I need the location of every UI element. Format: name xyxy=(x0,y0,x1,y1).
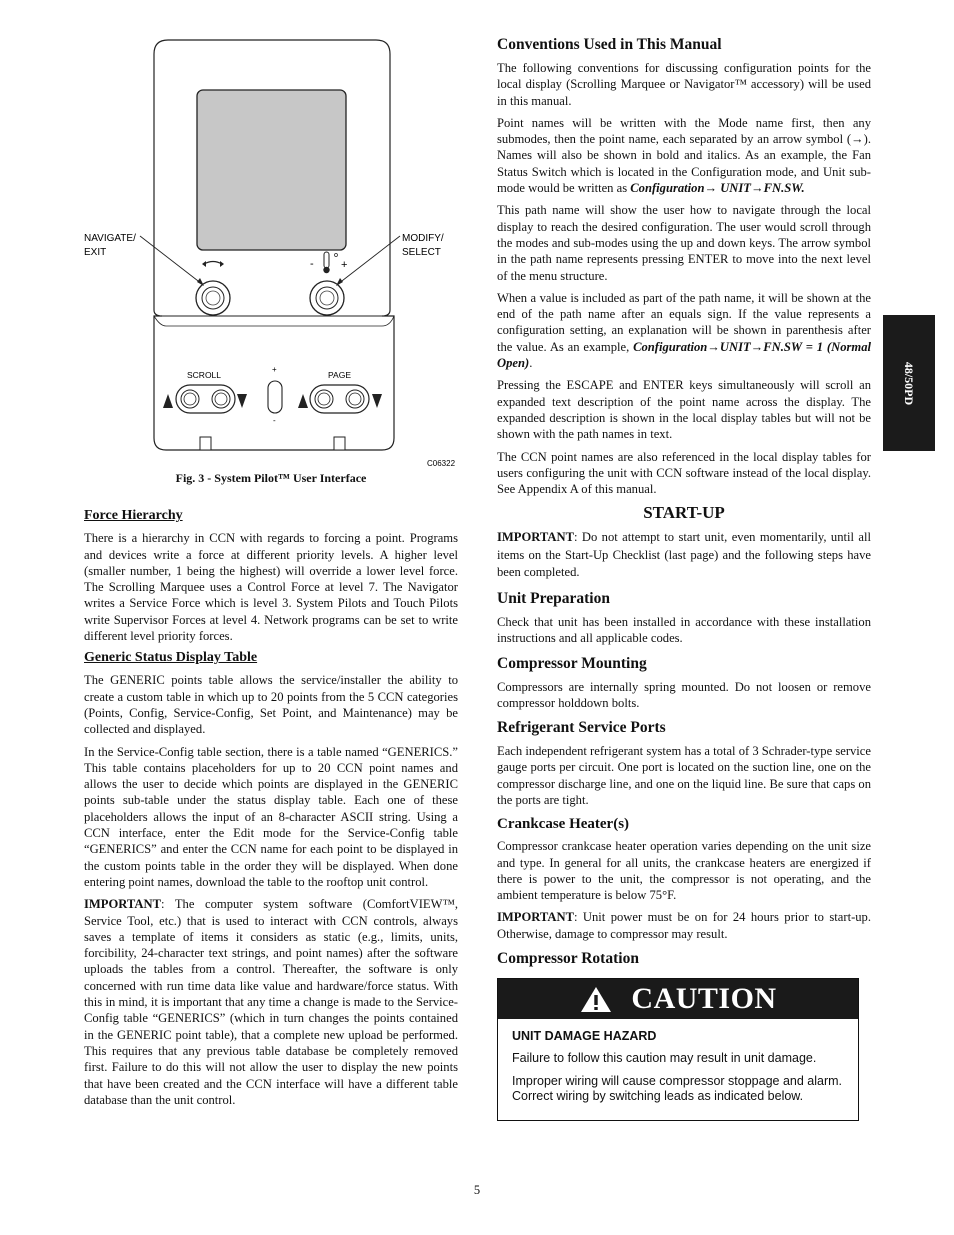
center-rocker[interactable] xyxy=(268,365,282,425)
conventions-4-text: When a value is included as part of the path name, it will be shown at the end of the path name after an equals sign. If the value represents a configuration setting, an explanation will be shown in parenthesis after the value. As an example, xyxy=(497,290,871,354)
heading-refrigerant-ports: Refrigerant Service Ports xyxy=(497,719,666,737)
page-down-arrow-icon xyxy=(372,394,382,408)
caution-paragraph-2: Improper wiring will cause compressor stoppage and alarm. Correct wiring by switching leads as indicated below. xyxy=(512,1073,843,1104)
knob-minus: - xyxy=(310,258,314,270)
caution-paragraph-1: Failure to follow this caution may result in unit damage. xyxy=(512,1051,817,1066)
caution-hazard: UNIT DAMAGE HAZARD xyxy=(512,1029,657,1044)
left-column xyxy=(84,30,458,1114)
paragraph-conventions-2 xyxy=(497,115,871,196)
paragraph-crankcase-2 xyxy=(497,909,871,942)
system-pilot-drawing xyxy=(84,30,458,468)
conventions-2-text: Point names will be written with the Mode name first, then any submodes, then the point name, each separated by an arrow symbol (→). Names will also be shown in bold and italics. As an example, the Fan Status Switch which is located in the Configuration mode, and Unit sub-mode would be written as xyxy=(497,115,871,196)
lcd-screen xyxy=(197,90,346,250)
heading-generic-status: Generic Status Display Table xyxy=(84,650,258,666)
page-up-arrow-icon xyxy=(298,394,308,408)
caution-title: CAUTION xyxy=(631,982,777,1016)
heading-force-hierarchy: Force Hierarchy xyxy=(84,508,183,524)
side-tab-label: 48/50PD xyxy=(902,361,917,405)
path-example-1: Configuration→ UNIT→FN.SW. xyxy=(630,181,805,196)
paragraph-generic-2: In the Service-Config table section, there is a table named “GENERICS.” This table contains placeholders for up to 20 CCN point names and allows the user to decide which points are displayed in the GENERIC points sub-table under the status display table. Each one of these placeholders allows the input of an 8-character ASCII string. Using a CCN interface, enter the Edit mode for the Service-Config table “GENERICS” and enter the CCN name for each point to be displayed in the custom points table in the order they will be displayed. When done entering point names, download the table to the rooftop unit control. xyxy=(84,744,458,889)
caution-body xyxy=(498,1019,858,1120)
rocker-plus: + xyxy=(272,365,277,374)
paragraph-force-hierarchy: There is a hierarchy in CCN with regards to forcing a point. Programs and devices write a force at different priority levels. A higher level (smaller number, 1 being the highest) will override a lower level force. The Scrolling Marquee uses a Control Force at level 7. The Navigator writes a Service Force which is level 3. System Pilots and Touch Pilots write Supervisor Forces at level 4. Network programs can be set to write different level priority forces. xyxy=(84,531,458,644)
caution-box xyxy=(497,978,859,1121)
paragraph-generic-1: The GENERIC points table allows the service/installer the ability to create a custom table in which up to 20 points from the 5 CCN categories (Points, Config, Service-Config, Set Point, and Maintenance) may be collected and displayed. xyxy=(84,673,458,737)
crankcase-important-text: : Unit power must be on for 24 hours prior to start-up. Otherwise, damage to compressor may result. xyxy=(497,910,871,941)
label-modify: MODIFY/ xyxy=(402,233,444,244)
scroll-label: SCROLL xyxy=(187,370,222,380)
paragraph-unit-preparation: Check that unit has been installed in accordance with these installation instructions and all applicable codes. xyxy=(497,614,871,646)
scroll-down-arrow-icon xyxy=(237,394,247,408)
paragraph-conventions-6: The CCN point names are also referenced in the local display tables for users configuring the unit with CCN software instead of the local display. See Appendix A of this manual. xyxy=(497,449,871,497)
right-column xyxy=(497,36,871,1121)
paragraph-conventions-4 xyxy=(497,290,871,371)
startup-important-label: IMPORTANT xyxy=(497,530,574,545)
important-text: : The computer system software (ComfortVIEW™, Service Tool, etc.) that is used to interact with CCN controls, always saves a template of items it considers as static (e.g., limits, units, forcibility, 24-character text strings, and point names) after the software uploads the tables from a control. Thereafter, the software is only concerned with run time data like value and hardware/force status. With this in mind, it is important that any time a change is made to the Service-Config table “GENERICS” (which in turn changes the points contained in the GENERIC point table), that a complete new upload be performed. This requires that any previous table database be completely removed first. Failure to do this will not allow the user to display the new points that have been created and the CCN interface will have a different table database than the unit control. xyxy=(84,897,458,1107)
paragraph-conventions-1: The following conventions for discussing configuration points for the local display (Scrolling Marquee or Navigator™ accessory) will be used in this manual. xyxy=(497,61,871,108)
paragraph-generic-3 xyxy=(84,896,458,1108)
heading-compressor-mounting: Compressor Mounting xyxy=(497,654,647,672)
knob-plus: + xyxy=(341,259,348,271)
rocker-minus: - xyxy=(273,416,276,425)
paragraph-conventions-5: Pressing the ESCAPE and ENTER keys simultaneously will scroll an expanded text description of the point name across the display. The expanded description is shown in the local display tables but will not be shown with the path names in text. xyxy=(497,378,871,442)
important-label: IMPORTANT xyxy=(84,897,161,912)
paragraph-conventions-3: This path name will show the user how to navigate through the local display to reach the desired configuration. The user would scroll through the modes and sub-modes using the up and down keys. The arrow symbol in the path name represents pressing ENTER to move into the next level of the menu structure. xyxy=(497,203,871,283)
paragraph-compressor-mounting: Compressors are internally spring mounted. Do not loosen or remove compressor holddown bolts. xyxy=(497,679,871,710)
scroll-keys[interactable] xyxy=(163,385,247,413)
figure-system-pilot xyxy=(84,30,458,468)
paragraph-crankcase-1: Compressor crankcase heater operation varies depending on the unit size and type. In general for all units, the crankcase heaters are energized if there is power to the unit, the compressor is not operating, and the ambient temperature is below 75°F. xyxy=(497,839,871,903)
heading-crankcase-heater: Crankcase Heater(s) xyxy=(497,816,630,833)
paragraph-refrigerant-ports: Each independent refrigerant system has a total of 3 Schrader-type service gauge ports per circuit. One port is located on the suction line, one on the compressor discharge line, and one on the liquid line. Be sure that caps on the ports are tight. xyxy=(497,744,871,807)
warning-triangle-icon xyxy=(579,984,613,1014)
heading-startup: START-UP xyxy=(643,503,725,523)
page-label: PAGE xyxy=(328,370,351,380)
conventions-4-end: . xyxy=(529,356,533,371)
paragraph-startup xyxy=(497,529,871,582)
figure-caption: Fig. 3 - System Pilot™ User Interface xyxy=(175,471,367,485)
navigate-knob[interactable] xyxy=(196,261,230,315)
heading-compressor-rotation: Compressor Rotation xyxy=(497,950,639,968)
side-tab xyxy=(883,315,935,451)
label-exit: EXIT xyxy=(84,247,107,258)
label-select: SELECT xyxy=(402,247,441,258)
label-navigate: NAVIGATE/ xyxy=(84,233,136,244)
page-keys[interactable] xyxy=(298,385,382,413)
path-example-2: Configuration→UNIT→FN.SW = 1 (Normal Open) xyxy=(497,339,871,371)
crankcase-important-label: IMPORTANT xyxy=(497,910,574,925)
heading-unit-preparation: Unit Preparation xyxy=(497,589,610,607)
caution-header xyxy=(498,979,858,1019)
page-number: 5 xyxy=(473,1183,481,1197)
figure-code: C06322 xyxy=(427,459,456,468)
scroll-up-arrow-icon xyxy=(163,394,173,408)
startup-text: : Do not attempt to start unit, even momentarily, until all items on the Start-Up Checklist (last page) and the following steps have been completed. xyxy=(497,530,871,580)
heading-conventions: Conventions Used in This Manual xyxy=(497,36,722,53)
